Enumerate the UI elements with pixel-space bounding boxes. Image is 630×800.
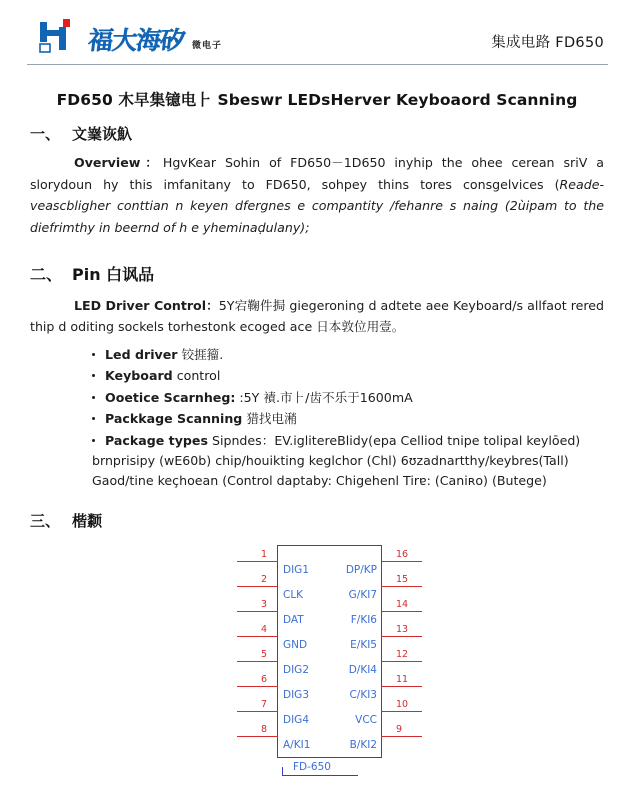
header-divider: [27, 64, 608, 65]
section-heading-3: [30, 510, 604, 531]
list-item: [92, 366, 604, 386]
pin-number-16: 16: [396, 548, 409, 560]
led-driver-line1: 5Y宕鞠件挶 giegeroning d adtete aee Keyboard/s: [218, 297, 524, 313]
pin-lead-left-8: [237, 736, 278, 737]
overview-italic-line3: veascbligher conttian n keyen dfergnes e compantity /fehanre s naing (2ùipam to the: [30, 198, 604, 214]
pin-diagram: [235, 537, 485, 783]
pin-lead-right-12: [381, 661, 422, 662]
pin-lead-left-3: [237, 611, 278, 612]
pin-number-15: 15: [396, 573, 409, 585]
pin-lead-left-4: [237, 636, 278, 637]
overview-italic-line4: diefrimthy in beernd of h e yheminaḍulany);: [30, 219, 310, 235]
pin-label-CLK: CLK: [283, 588, 304, 601]
section-3-title: 楷颣: [72, 511, 103, 530]
pin-number-8: 8: [261, 723, 268, 735]
bullet-3-bold: Packkage Scanning: [105, 411, 243, 427]
feature-bullet-list: [30, 345, 604, 492]
bullet-4-rest: Sipndes：EV.iglitereBlidy(epa Celliod tnipe tolipal keylōed): [207, 432, 581, 448]
pin-label-G-KI7: G/KI7: [348, 588, 377, 601]
pin-lead-left-6: [237, 686, 278, 687]
pin-label-DIG4: DIG4: [283, 713, 309, 726]
pin-lead-left-5: [237, 661, 278, 662]
logo-subtitle: 微电子: [192, 41, 223, 51]
bullet-4-bold: Package types: [105, 432, 208, 448]
document-body: [0, 88, 630, 785]
section-heading-1: [30, 123, 604, 144]
list-item: [92, 409, 604, 429]
bullet-3-rest: 猎找电潲: [242, 411, 297, 427]
list-item: [92, 345, 604, 365]
pin-label-DIG1: DIG1: [283, 563, 309, 576]
overview-italic-tail: Reade-: [559, 176, 604, 192]
pin-number-12: 12: [396, 648, 409, 660]
pin-number-13: 13: [396, 623, 409, 635]
pin-lead-right-11: [381, 686, 422, 687]
bullet-0-bold: Led driver: [105, 346, 178, 362]
pin-number-4: 4: [261, 623, 268, 635]
pin-lead-left-2: [237, 586, 278, 587]
page-title: FD650 木早集镱电⺊ Sbeswr LEDsHerver Keyboaord Scanning: [56, 91, 578, 109]
list-item: [92, 388, 604, 408]
bullet-2-bold: Ooetice Scarnheg:: [105, 389, 236, 405]
pin-number-14: 14: [396, 598, 409, 610]
logo-mark-icon: [38, 19, 82, 55]
pin-number-2: 2: [261, 573, 268, 585]
pin-label-DP-KP: DP/KP: [345, 563, 377, 576]
list-item: [92, 431, 604, 492]
pin-lead-left-7: [237, 711, 278, 712]
bullet-1-rest: control: [172, 368, 221, 384]
chip-part-number: FD-650: [293, 760, 331, 773]
logo-chinese-text: 福大海矽: [86, 26, 186, 55]
bullet-0-rest: 铰捱籀.: [177, 346, 224, 362]
led-driver-line2: allfaot rered thip d oditing sockels torhestonk ecoged ace 日本敦位用壹。: [30, 297, 605, 335]
overview-paragraph: [30, 152, 604, 239]
pin-lead-right-10: [381, 711, 422, 712]
pin-lead-right-14: [381, 611, 422, 612]
pin-number-5: 5: [261, 648, 268, 660]
pin-label-DIG2: DIG2: [283, 663, 309, 676]
overview-line1: HgvKear Sohin of FD650－1D650 inyhip the ohee cerean sriV a: [162, 155, 604, 170]
header-product-title: 集成电路 FD650: [491, 35, 604, 51]
led-driver-label: LED Driver Control：: [74, 297, 219, 313]
pin-label-C-KI3: C/KI3: [349, 688, 377, 701]
pin-label-A-KI1: A/KI1: [283, 738, 311, 751]
pin-lead-right-13: [381, 636, 422, 637]
section-1-number: 一、: [30, 125, 61, 143]
section-2-number: 二、: [30, 264, 63, 284]
pin-number-7: 7: [261, 698, 268, 710]
overview-label: Overview：: [74, 155, 163, 170]
section-3-number: 三、: [30, 511, 61, 530]
pin-label-VCC: VCC: [355, 713, 377, 726]
pin-label-B-KI2: B/KI2: [349, 738, 377, 751]
pin-number-10: 10: [396, 698, 409, 710]
pin-number-3: 3: [261, 598, 268, 610]
page-header: [0, 0, 630, 68]
pin-lead-right-15: [381, 586, 422, 587]
bullet-4-cont-line2: Gaod/tine keçhoean (Control daptaby: Chigehenl Tirɐ: (Caniʀo) (Butege): [92, 473, 547, 489]
pin-lead-right-16: [381, 561, 422, 562]
pin-number-1: 1: [261, 548, 268, 560]
section-1-title: 文嶪诙魞: [72, 125, 133, 143]
pin-label-DIG3: DIG3: [283, 688, 309, 701]
leader-line-horizontal: [282, 775, 358, 776]
pin-number-11: 11: [396, 673, 409, 685]
bullet-4-cont-line1: brnprisipy (wE60b) chip/houikting keglchor (Chl) 6ʊzadnartthy/keybres(Tall): [92, 452, 569, 468]
company-logo: [38, 19, 223, 55]
pin-number-9: 9: [396, 723, 403, 735]
section-heading-2: [30, 262, 604, 285]
pin-label-E-KI5: E/KI5: [350, 638, 377, 651]
pin-number-6: 6: [261, 673, 268, 685]
section-2-title: Pin 白讽品: [72, 264, 155, 284]
logo-h-glyph-icon: [38, 19, 82, 55]
bullet-1-bold: Keyboard: [105, 368, 173, 384]
led-driver-paragraph: [30, 295, 604, 338]
pin-lead-right-9: [381, 736, 422, 737]
bullet-2-rest: :5Y 襀.市⺊/齿不乐于1600mA: [235, 389, 413, 405]
pin-label-DAT: DAT: [283, 613, 304, 626]
pin-diagram-container: [30, 537, 604, 785]
chip-outline: [277, 545, 382, 758]
pin-label-F-KI6: F/KI6: [350, 613, 377, 626]
pin-label-D-KI4: D/KI4: [348, 663, 377, 676]
overview-line2: slorydoun hy this imfanitany to FD650, sohpey thins tores consgelvices (: [30, 176, 560, 192]
pin-lead-left-1: [237, 561, 278, 562]
pin-label-GND: GND: [283, 638, 308, 651]
